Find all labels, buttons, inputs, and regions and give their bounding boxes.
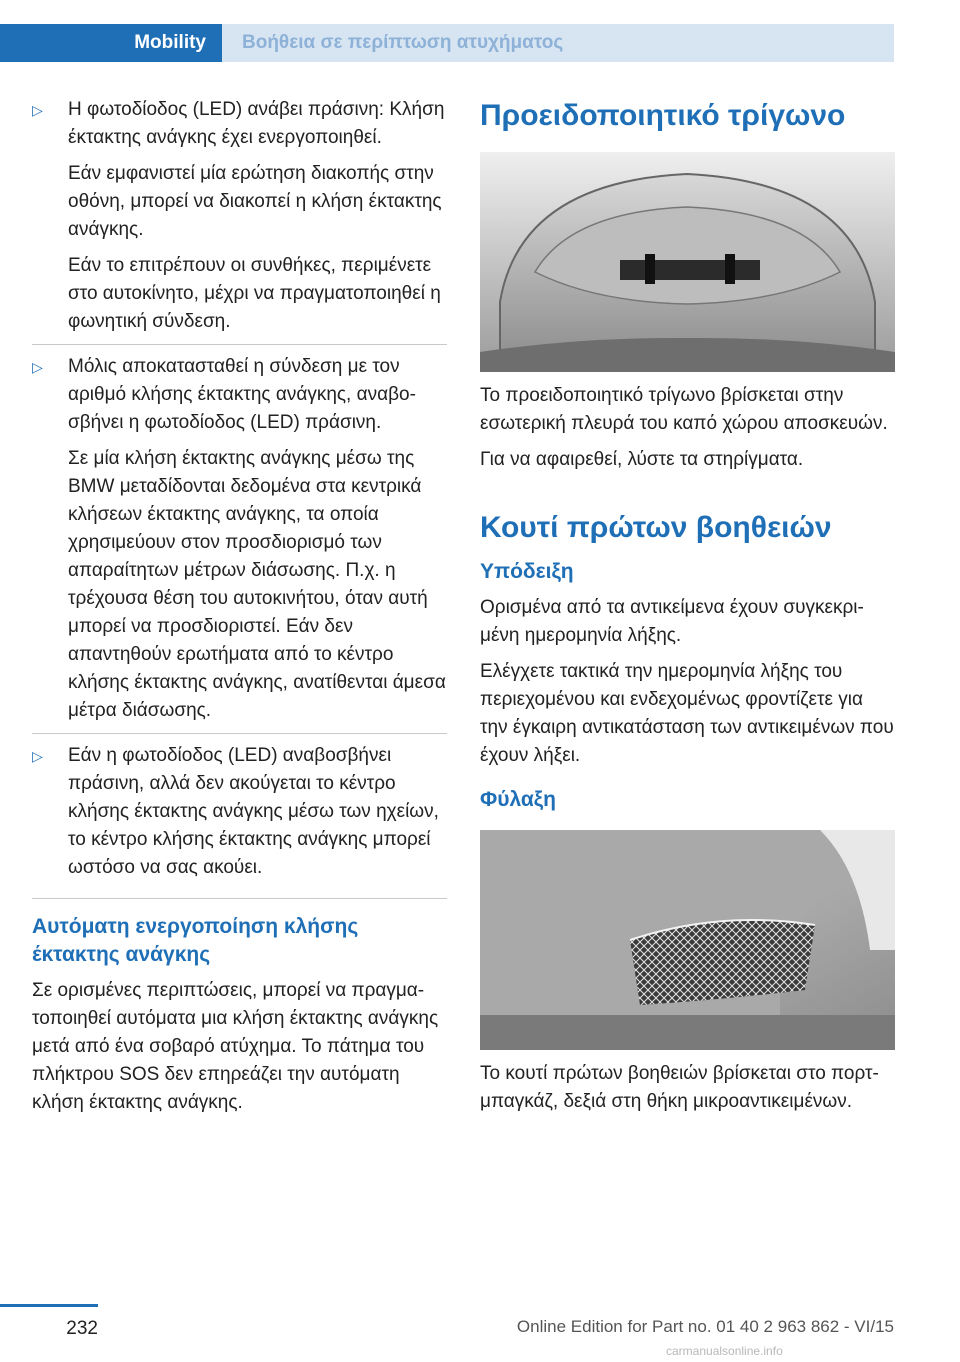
first-aid-location-text: Το κουτί πρώτων βοηθειών βρίσκεται στο πορτ-μπαγκάζ, δεξιά στη θήκη μικροαντικειμένων.	[480, 1063, 879, 1112]
bullet-text: Η φωτοδίοδος (LED) ανάβει πράσινη: Κλήση έκτακτης ανάγκης έχει ενεργοποιηθεί.	[68, 99, 445, 148]
triangle-bullet-icon: ▷	[32, 748, 43, 764]
auto-call-text: Σε ορισμένες περιπτώσεις, μπορεί να πραγματοποιηθεί αυτόματα μια κλήση έκτακτης ανάγκης μετά από ένα σοβαρό ατύχημα. Το πάτημα του πλήκτρου SOS δεν επηρεάζει την αυτόματη κλήση έκτακτης ανάγκης.	[32, 980, 439, 1113]
luggage-net-photo	[480, 830, 895, 1050]
left-column	[32, 96, 447, 1125]
header-chapter-tab	[222, 24, 894, 62]
bullet-paragraph: Σε μία κλήση έκτακτης ανάγκης μέσω της BMW μεταδίδονται δεδομένα στα κεντρικά κλήσεων έκτακτης ανάγκης, τα οποία χρησιμεύουν στον προσδιορισμό των απαραίτητων μέτρων διάσωσης. Π.χ. η τρέχουσα θέση του αυτοκινήτου, όταν αυτή μπορεί να προσδιοριστεί. Εάν δεν απαντηθούν ερωτήματα από το κέντρο κλήσης έκτακτης ανάγκης, ανατίθενται άμεσα μέτρα διάσωσης.	[68, 448, 446, 721]
auto-call-heading: Αυτόματη ενεργοποίηση κλήσης έκτακτης ανάγκης	[32, 915, 359, 966]
note-text-check: Ελέγχετε τακτικά την ημερομηνία λήξης του περιεχομένου και ενδεχομένως φροντίζετε για την έγκαιρη αντικατάσταση των αντικειμένων που έχουν λήξει.	[480, 661, 894, 766]
first-aid-heading: Κουτί πρώτων βοηθειών	[480, 511, 832, 544]
warning-triangle-heading: Προειδοποιητικό τρίγωνο	[480, 99, 846, 132]
triangle-removal-text: Για να αφαιρεθεί, λύστε τα στηρίγματα.	[480, 449, 804, 470]
header-section-tab	[0, 24, 222, 62]
bullet-divider	[32, 898, 447, 899]
triangle-location-text: Το προειδοποιητικό τρίγωνο βρίσκεται στην εσωτερική πλευρά του καπό χώρου αποσκευών.	[480, 385, 888, 434]
trunk-lid-photo	[480, 152, 895, 372]
triangle-bullet-icon: ▷	[32, 359, 43, 375]
bullet-text: Εάν η φωτοδίοδος (LED) αναβοσβήνει πράσινη, αλλά δεν ακούγεται το κέντρο κλήσης έκτακτης ανάγκης μέσω των ηχείων, το κέντρο κλήσης έκτακτης ανάγκης μπορεί ωστόσο να σας ακούει.	[68, 745, 439, 878]
bullet-divider	[32, 344, 447, 345]
watermark-text: carmanualsonline.info	[666, 1344, 783, 1358]
storage-heading: Φύλαξη	[480, 788, 556, 811]
note-heading: Υπόδειξη	[480, 560, 574, 583]
header-section-label: Mobility	[134, 32, 206, 53]
right-column	[480, 96, 895, 1124]
bullet-item	[32, 96, 447, 160]
header-chapter-label: Βοήθεια σε περίπτωση ατυχήματος	[242, 32, 564, 53]
triangle-bullet-icon: ▷	[32, 102, 43, 118]
bullet-paragraph: Εάν εμφανιστεί μία ερώτηση διακοπής στην οθόνη, μπορεί να διακοπεί η κλήση έκτακτης ανάγκης.	[68, 163, 442, 240]
note-text-expiry: Ορισμένα από τα αντικείμενα έχουν συγκεκριμένη ημερομηνία λήξης.	[480, 597, 864, 646]
page-number: 232	[66, 1318, 98, 1339]
bullet-text: Μόλις αποκατασταθεί η σύνδεση με τον αριθμό κλήσης έκτακτης ανάγκης, αναβοσβήνει η φωτοδίοδος (LED) πράσινη.	[68, 356, 416, 433]
trunk-lid-illustration	[480, 152, 895, 372]
bullet-item	[32, 742, 447, 890]
bullet-item	[32, 353, 447, 445]
bullet-paragraph: Εάν το επιτρέπουν οι συνθήκες, περιμένετε στο αυτοκίνητο, μέχρι να πραγματοποιηθεί η φωνητική σύνδεση.	[68, 255, 441, 332]
footer-rule	[0, 1304, 98, 1307]
bullet-divider	[32, 733, 447, 734]
edition-label: Online Edition for Part no. 01 40 2 963 862 - VI/15	[516, 1317, 894, 1336]
luggage-net-illustration	[480, 830, 895, 1050]
